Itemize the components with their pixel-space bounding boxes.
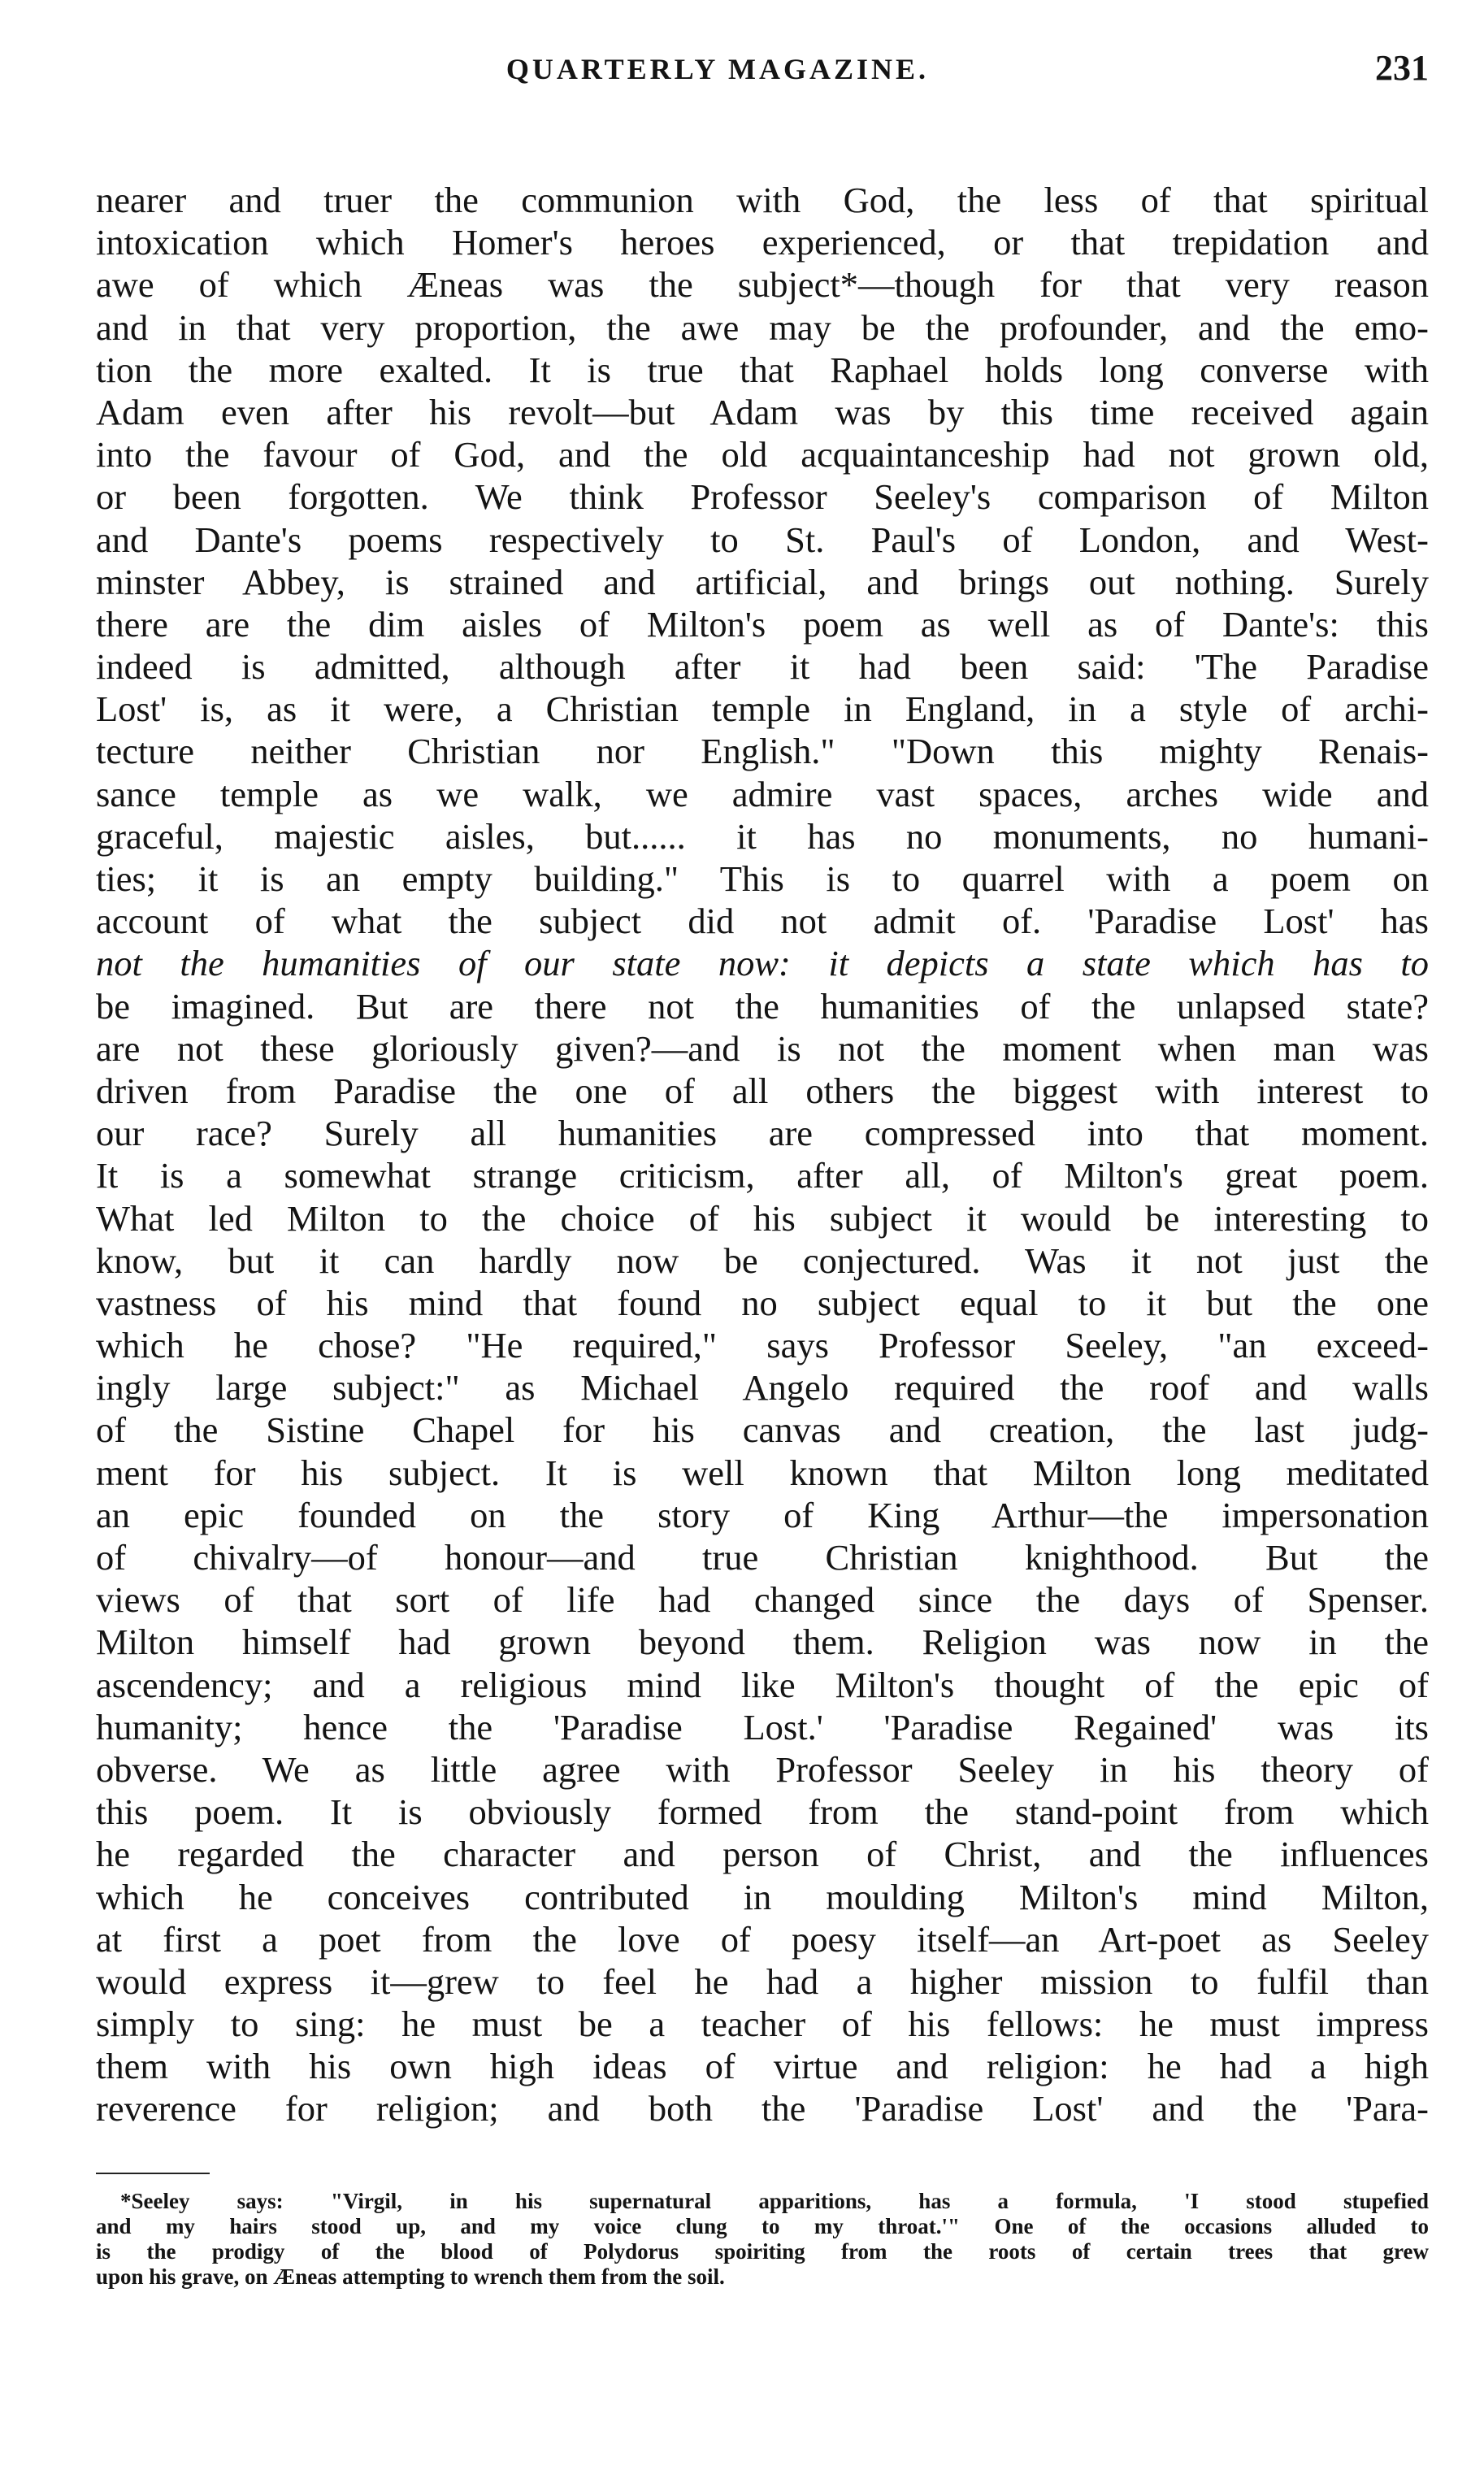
footnote xyxy=(96,2189,1429,2290)
text-line: What led Milton to the choice of his subject it would be interesting to xyxy=(96,1197,1429,1239)
text-line: It is a somewhat strange criticism, after all, of Milton's great poem. xyxy=(96,1155,1429,1196)
text-line: obverse. We as little agree with Professor Seeley in his theory of xyxy=(96,1748,1429,1790)
text-line: tion the more exalted. It is true that Raphael holds long converse with xyxy=(96,349,1429,390)
text-line: ingly large subject:" as Michael Angelo required the roof and walls xyxy=(96,1367,1429,1409)
footnote-rule xyxy=(96,2173,210,2174)
text-line: reverence for religion; and both the 'Paradise Lost' and the 'Para- xyxy=(96,2088,1429,2130)
text-line: which he conceives contributed in moulding Milton's mind Milton, xyxy=(96,1876,1429,1917)
text-line: this poem. It is obviously formed from the stand-point from which xyxy=(96,1791,1429,1833)
text-line: awe of which Æneas was the subject*—though for that very reason xyxy=(96,264,1429,306)
page-header xyxy=(96,47,1429,104)
text-line: account of what the subject did not admit of. 'Paradise Lost' has xyxy=(96,901,1429,942)
text-line: ties; it is an empty building." This is to quarrel with a poem on xyxy=(96,858,1429,899)
text-line: ment for his subject. It is well known that Milton long meditated xyxy=(96,1452,1429,1493)
page-number: 231 xyxy=(1375,48,1429,88)
text-line: simply to sing: he must be a teacher of his fellows: he must impress xyxy=(96,2004,1429,2045)
footnote-line: is the prodigy of the blood of Polydorus spoiriting from the roots of certain trees that grew xyxy=(96,2238,1429,2264)
text-line: not the humanities of our state now: it depicts a state which has to xyxy=(96,943,1429,984)
footnote-line: upon his grave, on Æneas attempting to wrench them from the soil. xyxy=(96,2264,725,2289)
book-page xyxy=(96,47,1429,2290)
text-line: would express it—grew to feel he had a higher mission to fulfil than xyxy=(96,1960,1429,2002)
text-line: know, but it can hardly now be conjectured. Was it not just the xyxy=(96,1240,1429,1281)
text-line: views of that sort of life had changed since the days of Spenser. xyxy=(96,1579,1429,1621)
text-line: graceful, majestic aisles, but...... it has no monuments, no humani- xyxy=(96,815,1429,857)
text-line: minster Abbey, is strained and artificial, and brings out nothing. Surely xyxy=(96,561,1429,602)
body-text xyxy=(96,179,1429,2130)
text-line: Adam even after his revolt—but Adam was by this time received again xyxy=(96,391,1429,432)
text-line: of the Sistine Chapel for his canvas and creation, the last judg- xyxy=(96,1409,1429,1451)
text-line: at first a poet from the love of poesy itself—an Art-poet as Seeley xyxy=(96,1918,1429,1960)
running-head: QUARTERLY MAGAZINE. xyxy=(506,53,930,85)
text-line: be imagined. But are there not the humanities of the unlapsed state? xyxy=(96,985,1429,1027)
text-line: our race? Surely all humanities are compressed into that moment. xyxy=(96,1113,1429,1154)
text-line: tecture neither Christian nor English." "Down this mighty Renais- xyxy=(96,731,1429,772)
text-line: driven from Paradise the one of all others the biggest with interest to xyxy=(96,1070,1429,1111)
text-line: into the favour of God, and the old acquaintanceship had not grown old, xyxy=(96,434,1429,475)
footnote-line: *Seeley says: "Virgil, in his supernatural apparitions, has a formula, 'I stood stupefied xyxy=(120,2188,1429,2213)
footnote-line: and my hairs stood up, and my voice clung to my throat.'" One of the occasions alluded to xyxy=(96,2213,1429,2238)
text-line: he regarded the character and person of Christ, and the influences xyxy=(96,1834,1429,1875)
text-line: Lost' is, as it were, a Christian temple in England, in a style of archi- xyxy=(96,688,1429,730)
text-line: or been forgotten. We think Professor Seeley's comparison of Milton xyxy=(96,476,1429,518)
text-line: which he chose? "He required," says Professor Seeley, "an exceed- xyxy=(96,1325,1429,1366)
text-line: ascendency; and a religious mind like Milton's thought of the epic of xyxy=(96,1664,1429,1705)
text-line: and in that very proportion, the awe may be the profounder, and the emo- xyxy=(96,306,1429,348)
text-line: there are the dim aisles of Milton's poem as well as of Dante's: this xyxy=(96,603,1429,645)
text-line: indeed is admitted, although after it had been said: 'The Paradise xyxy=(96,646,1429,688)
text-line: vastness of his mind that found no subject equal to it but the one xyxy=(96,1282,1429,1323)
text-line: nearer and truer the communion with God, the less of that spiritual xyxy=(96,180,1429,220)
text-line: and Dante's poems respectively to St. Paul's of London, and West- xyxy=(96,519,1429,560)
text-line: are not these gloriously given?—and is not the moment when man was xyxy=(96,1027,1429,1069)
text-line: sance temple as we walk, we admire vast spaces, arches wide and xyxy=(96,773,1429,814)
text-line: Milton himself had grown beyond them. Religion was now in the xyxy=(96,1622,1429,1663)
text-line: humanity; hence the 'Paradise Lost.' 'Paradise Regained' was its xyxy=(96,1706,1429,1747)
text-line: an epic founded on the story of King Arthur—the impersonation xyxy=(96,1494,1429,1535)
text-line: intoxication which Homer's heroes experienced, or that trepidation and xyxy=(96,222,1429,263)
text-line: of chivalry—of honour—and true Christian knighthood. But the xyxy=(96,1537,1429,1578)
text-line: them with his own high ideas of virtue and religion: he had a high xyxy=(96,2046,1429,2087)
